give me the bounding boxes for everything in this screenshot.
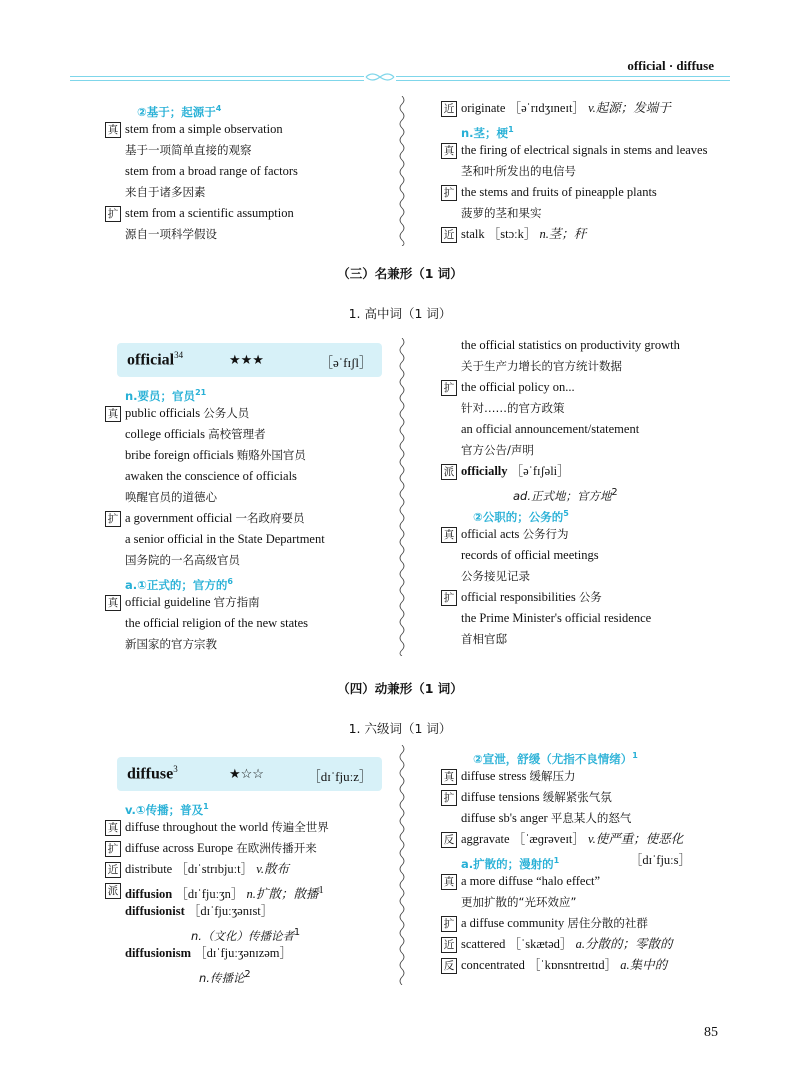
sense-label: v.①传播；普及$^1$	[125, 802, 209, 817]
sense-label: a.扩散的；漫射的$^1$	[461, 856, 560, 871]
example-line: 扩 official responsibilities 公务	[441, 587, 741, 608]
column-divider	[397, 338, 407, 656]
example-line: 扩 diffuse across Europe 在欧洲传播开来	[105, 838, 390, 859]
derivative-line: diffusionism ［dɪˈfjuːʒənɪzəm］	[125, 946, 293, 960]
header-rule-2	[70, 80, 730, 81]
sense-label: ②基于；起源于$^4$	[137, 104, 222, 119]
example-line: college officials 高校管理者	[125, 427, 266, 441]
phonetic: ［dɪˈfjuːz］	[307, 769, 372, 784]
synonym-line: 近 originate ［əˈrɪdʒɪneɪt］ v.起源；发端于	[441, 98, 741, 119]
section-heading: （三）名兼形（1 词）	[337, 266, 463, 281]
official-entry-right	[441, 335, 741, 650]
example-line: 关于生产力增长的官方统计数据	[461, 359, 622, 373]
example-line: 真 diffuse throughout the world 传遍全世界	[105, 817, 390, 838]
sense-label: ②公职的；公务的$^5$	[473, 509, 569, 524]
example-line: 扩 a diffuse community 居住分散的社群	[441, 913, 741, 934]
example-line: 扩 diffuse tensions 缓解紧张气氛	[441, 787, 741, 808]
example-line: 真 the firing of electrical signals in stems and leaves	[441, 140, 741, 161]
sense-label: ②宣泄，舒缓（尤指不良情绪）$^1$	[473, 751, 638, 766]
example-line: 扩 a government official 一名政府要员	[105, 508, 390, 529]
synonym-line: 近 distribute ［dɪˈstrɪbjuːt］ v.散布	[105, 859, 390, 880]
section-heading: （四）动兼形（1 词）	[337, 681, 463, 696]
sense-label: n.茎；梗$^1$	[461, 125, 514, 140]
example-line: diffuse sb's anger 平息某人的怒气	[461, 811, 632, 825]
phonetic: ［əˈfɪʃl］	[320, 355, 372, 370]
derivative-def: n.传播论$^2$	[199, 969, 251, 985]
antonym-line: 反 concentrated ［ˈkɒnsntreɪtɪd］ a.集中的	[441, 955, 741, 976]
example-line: 真 diffuse stress 缓解压力	[441, 766, 741, 787]
example-line: 首相官邸	[461, 632, 507, 646]
example-line: 唤醒官员的道德心	[125, 490, 217, 504]
header-rule	[70, 76, 730, 77]
synonym-line: 近 stalk ［stɔːk］ n.茎；秆	[441, 224, 741, 245]
example-line: 真 public officials 公务人员	[105, 403, 390, 424]
example-line: 基于一项简单直接的观察	[125, 143, 252, 157]
example-line: 茎和叶所发出的电信号	[461, 164, 576, 178]
headword-box	[117, 343, 382, 377]
derivative-def: n.（文化）传播论者$^1$	[191, 927, 301, 943]
example-line: the official statistics on productivity growth	[461, 338, 680, 352]
example-line: 更加扩散的“光环效应”	[461, 895, 577, 909]
example-line: 真 official guideline 官方指南	[105, 592, 390, 613]
diffuse-entry-right	[441, 745, 741, 976]
example-line: 来自于诸多因素	[125, 185, 206, 199]
example-line: the official religion of the new states	[125, 616, 309, 630]
example-line: 国务院的一名高级官员	[125, 553, 240, 567]
derivative-line: diffusionist ［dɪˈfjuːʒənɪst］	[125, 904, 274, 918]
header-ornament-icon	[364, 70, 396, 84]
column-divider	[397, 96, 407, 246]
derivative-line: 派 diffusion ［dɪˈfjuːʒn］ n.扩散；散播$^1$	[105, 880, 390, 901]
phonetic: ［dɪˈfjuːs］	[629, 853, 691, 867]
derivative-line: 派 officially ［əˈfɪʃəli］	[441, 461, 741, 482]
page-number: 85	[704, 1025, 718, 1040]
stem-continuation-right	[441, 98, 741, 245]
example-line: a senior official in the State Department	[125, 532, 325, 546]
example-line: 公务接见记录	[461, 569, 530, 583]
stem-continuation-left	[105, 98, 390, 245]
example-line: 针对……的官方政策	[461, 401, 565, 415]
headword: diffuse$^3$	[127, 764, 178, 783]
sense-label: a.①正式的；官方的$^6$	[125, 577, 233, 592]
example-line: 官方公告/声明	[461, 443, 534, 457]
example-line: 扩 stem from a scientific assumption	[105, 203, 390, 224]
example-line: 扩 the stems and fruits of pineapple plants	[441, 182, 741, 203]
synonym-line: 近 scattered ［ˈskætəd］ a.分散的；零散的	[441, 934, 741, 955]
diffuse-entry-left	[105, 796, 390, 985]
headword: official$^{34}$	[127, 350, 184, 369]
example-line: 扩 the official policy on...	[441, 377, 741, 398]
example-line: 真 a more diffuse “halo effect”	[441, 871, 741, 892]
sense-label: n.要员；官员$^{21}$	[125, 388, 207, 403]
example-line: 真 stem from a simple observation	[105, 119, 390, 140]
example-line: bribe foreign officials 贿赂外国官员	[125, 448, 306, 462]
derivative-def: ad.正式地；官方地$^2$	[513, 487, 618, 503]
example-line: awaken the conscience of officials	[125, 469, 297, 483]
subsection-heading: 1. 高中词（1 词）	[348, 306, 452, 321]
example-line: an official announcement/statement	[461, 422, 640, 436]
example-line: the Prime Minister's official residence	[461, 611, 652, 625]
example-line: 真 official acts 公务行为	[441, 524, 741, 545]
running-header: official · diffuse	[627, 58, 714, 73]
official-entry-left	[105, 382, 390, 655]
example-line: 源自一项科学假设	[125, 227, 217, 241]
example-line: records of official meetings	[461, 548, 599, 562]
antonym-line: 反 aggravate ［ˈæɡrəveɪt］ v.使严重；使恶化	[441, 829, 741, 850]
headword-box	[117, 757, 382, 791]
column-divider	[397, 745, 407, 985]
example-line: 菠萝的茎和果实	[461, 206, 542, 220]
subsection-heading: 1. 六级词（1 词）	[348, 721, 452, 736]
star-rating-icon: ★☆☆	[229, 766, 264, 781]
example-line: 新国家的官方宗教	[125, 637, 217, 651]
star-rating-icon: ★★★	[229, 352, 264, 367]
example-line: stem from a broad range of factors	[125, 164, 298, 178]
